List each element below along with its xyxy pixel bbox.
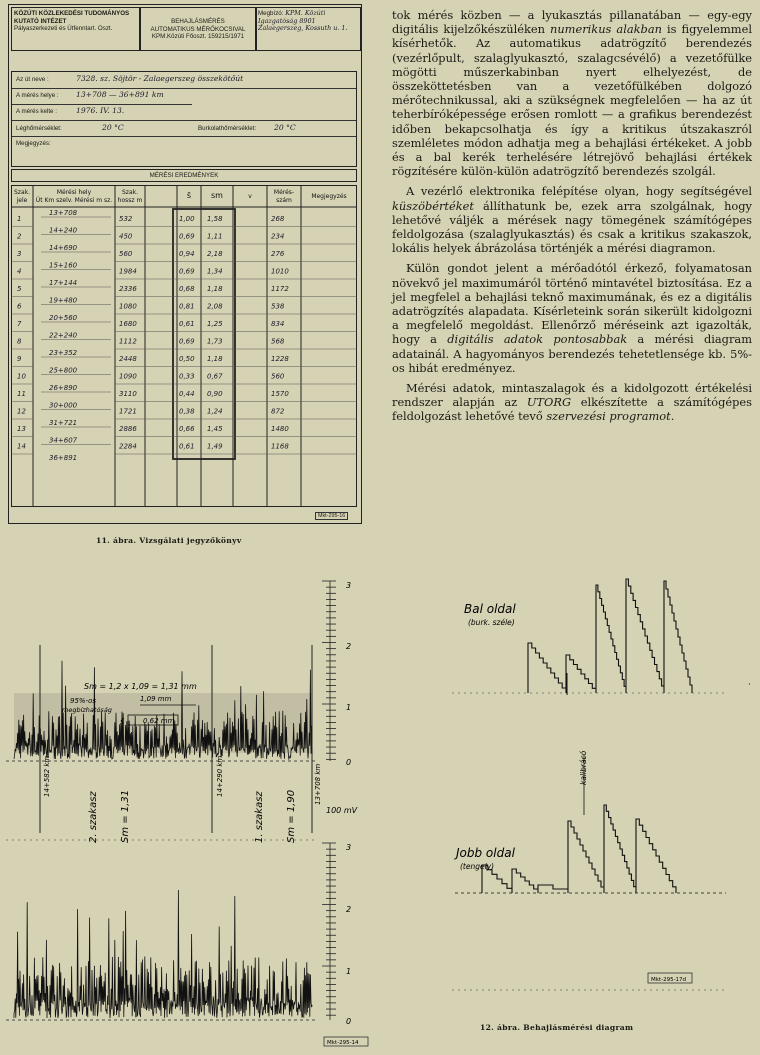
annot-109: 1,09 mm [140,695,172,703]
table-header: Szak. [13,189,31,196]
cell-count: 268 [271,215,285,223]
paragraph-3: Külön gondot jelent a mérőadótól érkező, folyamatosan növekvő jel maximumáról történő mintavétel biztosítása. Ez a jel megfelel a behajlási teknő maximumának, és ez a digitális adatrögzítés alapadata. Kísérleteink során sikerült kidolgozni a megfelelő megoldást. Ellenőrző méréseink azt igazolták, hogy a digitális adatok pontosabbak a mérési diagram adatainál. A hagyományos berendezés tehetetlensége kb. 5%-os hibát eredményez. [392,261,753,375]
km-b: 14+290 km [216,755,224,797]
cell-sm: 2,08 [207,302,223,311]
left-side-sub: (burk. széle) [468,618,515,627]
sect2-label: 2. szakasz [88,791,99,843]
table-header: Mérési hely [56,189,92,196]
cell-hossz: 2886 [119,425,137,433]
annot-pct2: megbízhatóság [62,706,112,714]
date-value: 1976. IV. 13. [76,106,125,115]
scale-bot-2: 2 [346,905,352,914]
cell-jel: 5 [17,285,22,293]
cell-sm: 1,34 [207,267,223,276]
figure12-caption: 12. ábra. Behajlásmérési diagram [480,1023,634,1032]
institute-box [11,7,141,51]
cell-count: 1010 [271,267,289,276]
cell-jel: 10 [17,372,26,381]
cell-count: 560 [271,372,285,381]
surftemp-value: 20 °C [274,123,296,132]
scale-top-1: 1 [346,703,352,712]
table-header: sm [211,191,223,200]
sect1-label: 1. szakasz [254,791,265,843]
table-header: Megjegyzés [311,193,347,200]
cell-jel: 3 [17,250,22,258]
form-stamp: Mkt-295-16 [315,512,348,520]
date-label: A mérés kelte : [16,108,57,115]
strip-stamp: Mkt-295-14 [327,1040,359,1046]
cell-hely: 25+800 [49,366,78,375]
institute-name: KÖZÚTI KÖZLEKEDÉSI TUDOMÁNYOS KUTATÓ INTÉZET [14,10,130,25]
cell-jel: 9 [17,355,22,363]
results-heading: MÉRÉSI EREDMÉNYEK [11,169,357,182]
scale-bot-1: 1 [346,967,352,976]
cell-count: 568 [271,337,285,346]
cell-count: 276 [271,250,285,258]
svg-text:·: · [748,680,751,690]
cell-count: 1228 [271,355,289,363]
cell-hossz: 532 [119,215,133,223]
sect1-sm: Sm = 1,90 [286,789,297,843]
cell-sm: 1,24 [207,407,223,416]
cell-count: 1570 [271,390,289,398]
table-header: s̄ [186,191,192,200]
cell-sm: 1,11 [207,232,223,241]
cell-jel: 6 [17,302,22,311]
cell-sm: 0,90 [207,390,223,398]
cell-count: 1480 [271,425,289,433]
cell-count: 1168 [271,442,289,451]
paragraph-4: Mérési adatok, mintaszalagok és a kidolgozott értékelési rendszer alapján az UTORG elkészítette a számítógépes feldolgozást lehetővé tevő szervezési programot. [392,381,752,424]
cell-jel: 12 [17,407,26,416]
cell-count: 834 [271,320,285,328]
cell-s: 0,69 [179,267,195,276]
cell-count: 1172 [271,285,289,293]
cell-hossz: 1721 [119,407,137,416]
cell-s: 0,44 [179,390,195,398]
annot-sm: Sm = 1,2 x 1,09 = 1,31 mm [84,682,197,691]
annot-062: 0,62 mm [143,717,175,725]
cell-hely: 26+890 [49,384,78,392]
cell-hely-last: 36+891 [49,454,78,462]
table-header: Út Km szelv. Mérési m sz. [35,197,113,204]
cell-sm: 0,67 [207,372,223,381]
cell-count: 538 [271,302,285,311]
airtemp-label: Léghőmérséklet: [16,125,62,132]
cell-hossz: 3110 [119,390,137,398]
info-box [11,71,357,167]
cell-hossz: 1090 [119,372,137,381]
cell-jel: 2 [17,232,22,241]
notes-label: Megjegyzés: [16,140,51,147]
measurement-record-form [8,4,362,524]
cell-s: 0,69 [179,337,195,346]
cell-sm: 1,18 [207,355,223,363]
cell-hely: 31+721 [49,419,78,427]
cell-s: 0,61 [179,442,195,451]
results-table [11,185,357,507]
table-header: Mérés- [273,189,295,196]
form-title-3: KPM.Közúti Főoszt. 159215/1971 [151,33,245,40]
scale-top-2: 2 [346,642,352,651]
deflection-diagram [400,575,756,995]
client-value: KPM. Közúti Igazgatóság 8901 Zalaegerszeg, Kossuth u. 1. [258,9,348,32]
cell-s: 1,00 [179,215,195,223]
cell-sm: 1,25 [207,320,223,328]
cell-s: 0,61 [179,320,195,328]
cell-jel: 8 [17,337,22,346]
diagram-stamp: Mkt-295-17d [651,977,687,983]
airtemp-value: 20 °C [102,123,124,132]
unit-label: 100 mV [326,806,358,815]
upper-trace [14,661,312,759]
article-text [392,8,752,430]
cell-hely: 13+708 [49,209,78,217]
cell-hossz: 450 [119,232,133,241]
strip-chart [0,575,380,1053]
cell-sm: 1,49 [207,442,223,451]
right-side-label: Jobb oldal [456,846,515,860]
cell-hely: 34+607 [49,436,78,445]
calibration-label: kalibrácó [579,750,588,785]
cell-s: 0,38 [179,407,195,416]
scale-bot-3: 3 [346,843,352,852]
surftemp-label: Burkolathőmérséklet: [198,125,257,132]
cell-sm: 1,18 [207,285,223,293]
cell-hossz: 1080 [119,302,137,311]
cell-count: 234 [271,232,285,241]
left-side-label: Bal oldal [464,602,516,616]
cell-hely: 23+352 [49,349,78,357]
cell-jel: 1 [17,215,22,223]
title-box [139,7,257,51]
cell-jel: 14 [17,442,26,451]
cell-hely: 17+144 [49,279,78,287]
right-side-sub: (tengely) [460,862,495,871]
cell-s: 0,81 [179,302,195,311]
cell-count: 872 [271,407,285,416]
cell-hossz: 560 [119,250,133,258]
cell-hossz: 1680 [119,320,137,328]
department-name: Pályaszerkezeti és Útfenntart. Oszt. [14,25,113,32]
table-header: szám [276,197,292,204]
cell-s: 0,33 [179,372,195,381]
road-label: Az út neve : [16,76,49,83]
km-c: 13+708 km [314,763,322,805]
cell-s: 0,94 [179,250,195,258]
annot-pct: 95%-os [70,697,97,705]
cell-hossz: 2284 [119,442,137,451]
client-box [255,7,361,51]
scale-bot-0: 0 [346,1017,352,1026]
cell-jel: 7 [17,320,22,328]
paragraph-1: tok mérés közben — a lyukasztás pillanatában — egy-egy digitális kijelzőkészüléken numerikus alakban is figyelemmel kísérhetők. Az automatikus adatrögzítő berendezés (vezérlőpult, szalaglyukasztó, szalagcsévélő) a vezetőfülke mögötti műszerkabinban nyert elhelyezést, de összeköttetésben van a vezetőfülkében dolgozó mérőtechnikussal, aki a szükségnek megfelelően — ha az út teherbíróképessége erősen romlott — a grafikus berendezést időben bekapcsolhatja és így a kritikus útszakaszról szemléletes módon adhatja meg a behajlási értékeket. A jobb és a bal kerék terhelésére létrejövő behajlási értékek rögzítésére külön-külön adatrögzítő berendezés szolgál. [392,8,752,179]
cell-s: 0,50 [179,355,195,363]
table-header: jele [16,197,28,204]
form-title-2: AUTOMATIKUS MÉRŐKOCSIVAL [150,25,246,33]
figure11-caption: 11. ábra. Vizsgálati jegyzőkönyv [96,536,242,545]
cell-hossz: 1984 [119,267,137,276]
cell-s: 0,68 [179,285,195,293]
client-label: Megbízó: [258,10,284,17]
cell-hely: 14+240 [49,226,78,235]
cell-s: 0,69 [179,232,195,241]
cell-hossz: 2336 [119,285,137,293]
sect2-sm: Sm = 1,31 [120,789,131,843]
cell-jel: 11 [17,390,26,398]
cell-hely: 19+480 [49,296,78,305]
place-value: 13+708 — 36+891 km [76,90,164,99]
annot-s: s̄ [120,717,125,726]
scale-top-0: 0 [346,758,352,767]
cell-sm: 1,45 [207,425,223,433]
road-value: 7328. sz. Söjtör - Zalaegerszeg összekötőút [76,74,244,83]
cell-jel: 4 [17,267,22,276]
cell-sm: 1,58 [207,215,223,223]
cell-hossz: 1112 [119,337,137,346]
cell-hely: 14+690 [49,244,78,252]
table-header: v [248,193,252,200]
cell-sm: 2,18 [207,250,223,258]
place-label: A mérés helye : [16,92,59,99]
table-header: hossz m [117,197,143,204]
cell-jel: 13 [17,425,26,433]
paragraph-2: A vezérlő elektronika felépítése olyan, hogy segítségével küszöbértéket állíthatunk be, ezek arra szolgálnak, hogy lehetővé váljék a mérések nagy tömegének számítógépes feldolgozása (szalaglyukasztás) és csak a kritikus szakaszok, lokális helyek ábrázolása történjék a mérési diagramon. [392,184,752,256]
scale-top-3: 3 [346,581,352,590]
cell-hely: 15+160 [49,261,78,270]
cell-hely: 20+560 [49,314,78,322]
cell-s: 0,66 [179,425,195,433]
cell-hely: 22+240 [49,331,78,340]
cell-hely: 30+000 [49,401,78,410]
form-title-1: BEHAJLÁSMÉRÉS [171,18,225,25]
table-header: Szak. [121,189,139,196]
lower-trace [14,890,312,1018]
cell-hossz: 2448 [119,355,137,363]
km-a: 14+582 km [43,755,51,797]
cell-sm: 1,73 [207,337,223,346]
